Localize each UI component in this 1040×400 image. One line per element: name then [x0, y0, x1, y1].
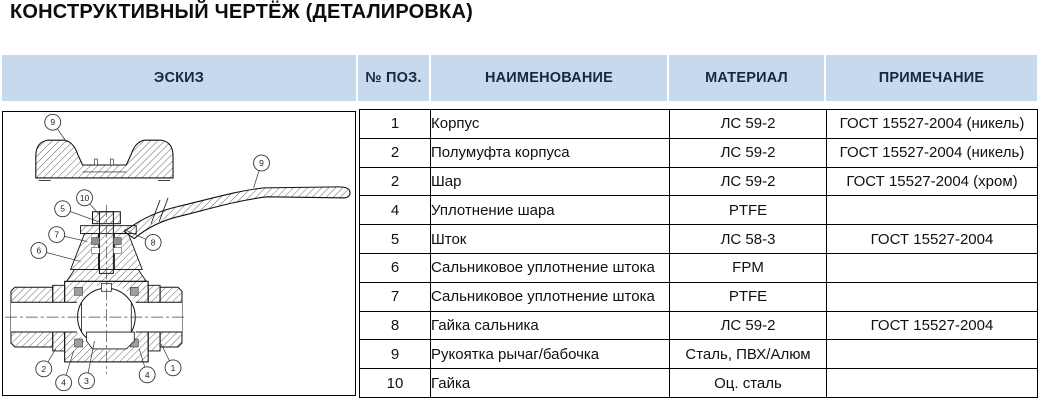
column-header-note: ПРИМЕЧАНИЕ: [878, 70, 985, 86]
material-cell: Оц. сталь: [670, 369, 827, 398]
material-cell: ЛС 59-2: [670, 110, 827, 139]
note-cell: [827, 340, 1038, 369]
pos-cell: 2: [360, 167, 431, 196]
pos-cell: 7: [360, 282, 431, 311]
svg-text:5: 5: [60, 203, 66, 214]
svg-text:7: 7: [54, 229, 60, 240]
page-title: КОНСТРУКТИВНЫЙ ЧЕРТЁЖ (ДЕТАЛИРОВКА): [10, 1, 473, 23]
name-cell: Гайка: [431, 369, 670, 398]
table-row: [360, 311, 1038, 340]
callout-balloon: [79, 373, 95, 389]
table-row: [360, 340, 1038, 369]
name-cell: Полумуфта корпуса: [431, 138, 670, 167]
table-row: [360, 225, 1038, 254]
material-cell: ЛС 59-2: [670, 138, 827, 167]
callout-balloon: [56, 375, 72, 391]
material-cell: PTFE: [670, 196, 827, 225]
table-row: [360, 282, 1038, 311]
column-header-sketch: ЭСКИЗ: [2, 55, 358, 101]
callout-balloon: [165, 360, 181, 376]
name-cell: Гайка сальника: [431, 311, 670, 340]
pos-cell: 6: [360, 253, 431, 282]
column-header-name: НАИМЕНОВАНИЕ: [431, 55, 669, 101]
column-header-material: МАТЕРИАЛ: [669, 55, 826, 101]
material-cell: Сталь, ПВХ/Алюм: [670, 340, 827, 369]
svg-text:10: 10: [79, 192, 90, 203]
svg-text:8: 8: [150, 237, 156, 248]
svg-text:6: 6: [36, 245, 42, 256]
pos-cell: 4: [360, 196, 431, 225]
material-cell: ЛС 58-3: [670, 225, 827, 254]
callout-balloon: [254, 155, 270, 171]
material-cell: FPM: [670, 253, 827, 282]
note-cell: [827, 253, 1038, 282]
svg-text:2: 2: [41, 363, 47, 374]
lever-handle: [124, 187, 350, 239]
svg-text:9: 9: [259, 157, 264, 168]
callout-balloon: [139, 367, 155, 383]
table-row: [360, 253, 1038, 282]
pos-cell: 5: [360, 225, 431, 254]
butterfly-handle: [36, 140, 173, 180]
material-cell: ЛС 59-2: [670, 311, 827, 340]
ball-valve-cross-section: [3, 112, 355, 395]
callout-balloon: [55, 201, 71, 217]
note-cell: ГОСТ 15527-2004 (хром): [827, 167, 1038, 196]
column-header-pos: № ПОЗ.: [358, 55, 431, 101]
note-cell: [827, 196, 1038, 225]
pos-cell: 10: [360, 369, 431, 398]
pos-cell: 1: [360, 110, 431, 139]
callout-balloon: [145, 235, 161, 251]
valve-drawing-cell: [2, 111, 356, 396]
callout-balloon: [49, 227, 65, 243]
table-row: [360, 196, 1038, 225]
name-cell: Рукоятка рычаг/бабочка: [431, 340, 670, 369]
material-cell: PTFE: [670, 282, 827, 311]
pos-cell: 9: [360, 340, 431, 369]
note-cell: [827, 369, 1038, 398]
pos-cell: 2: [360, 138, 431, 167]
svg-text:3: 3: [84, 375, 89, 386]
callout-balloon: [77, 190, 93, 206]
callout-balloon: [36, 361, 52, 377]
valve-body: [11, 281, 182, 362]
svg-text:4: 4: [61, 377, 67, 388]
name-cell: Шар: [431, 167, 670, 196]
note-cell: ГОСТ 15527-2004: [827, 311, 1038, 340]
name-cell: Корпус: [431, 110, 670, 139]
callout-balloon: [31, 243, 47, 259]
note-cell: [827, 282, 1038, 311]
table-header-row: [2, 55, 1037, 101]
name-cell: Сальниковое уплотнение штока: [431, 253, 670, 282]
table-row: [360, 167, 1038, 196]
table-row: [360, 138, 1038, 167]
table-row: [360, 369, 1038, 398]
name-cell: Шток: [431, 225, 670, 254]
note-cell: ГОСТ 15527-2004 (никель): [827, 110, 1038, 139]
note-cell: ГОСТ 15527-2004 (никель): [827, 138, 1038, 167]
pos-cell: 8: [360, 311, 431, 340]
table-row: [360, 110, 1038, 139]
name-cell: Сальниковое уплотнение штока: [431, 282, 670, 311]
parts-table: [359, 109, 1038, 398]
note-cell: ГОСТ 15527-2004: [827, 225, 1038, 254]
name-cell: Уплотнение шара: [431, 196, 670, 225]
callout-balloon: [45, 114, 61, 130]
svg-text:1: 1: [170, 362, 176, 373]
material-cell: ЛС 59-2: [670, 167, 827, 196]
svg-text:4: 4: [144, 369, 150, 380]
svg-text:9: 9: [50, 117, 56, 128]
